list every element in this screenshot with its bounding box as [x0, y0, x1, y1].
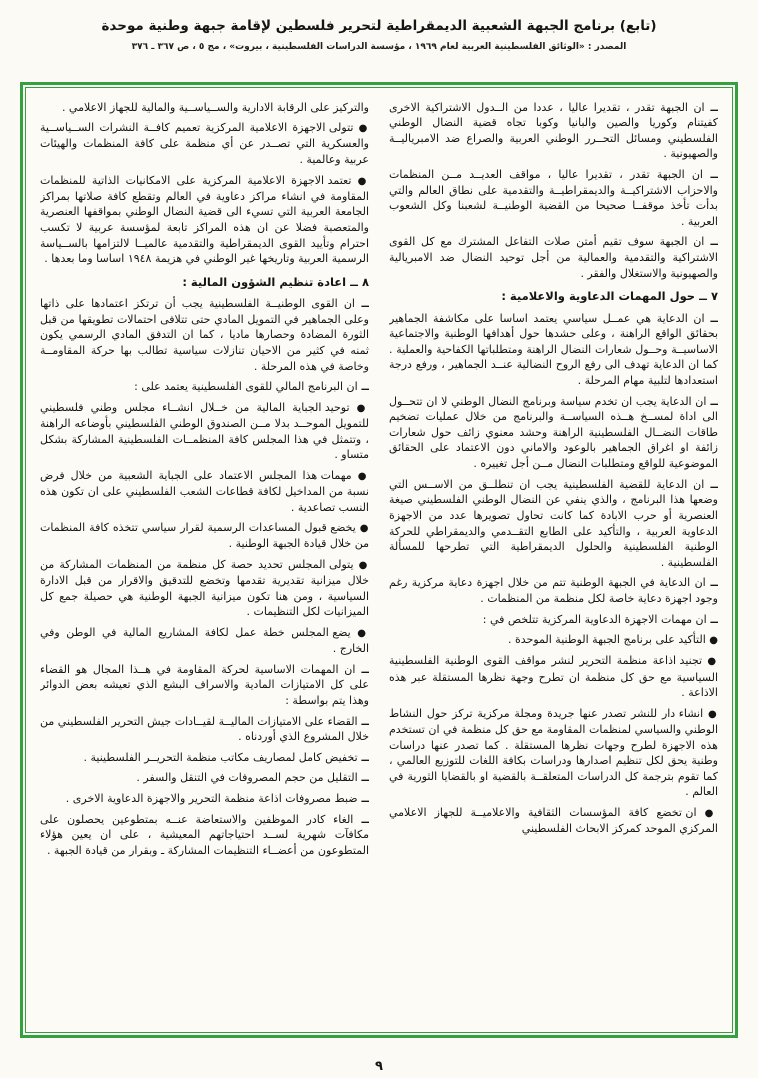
text-column-right [389, 100, 718, 1020]
bullet-icon: ● [353, 560, 369, 571]
bullet-icon: ● [351, 470, 369, 482]
dash-icon: ــ [357, 792, 369, 806]
dash-icon: ــ [705, 576, 718, 590]
paragraph: ــ ان الدعاية للقضية الفلسطينية يجب ان تنطلــق من الاســس التي وضعها هذا البرنامج ، والذي ينفي عن النضال الوطني الفلسطيني صيغة العنصرية أو حرب الابادة كما كانت تحاول تصويرها عدد من الاجهزة الدعاوية العربية ، والتأكيد على الطابع التقــدمي والديمقراطي للحركة الوطنية الفلسطينية والحلول الديمقراطية التي تطرحها للمسألة الفلسطينية . [389, 477, 718, 569]
green-frame-inner [25, 87, 733, 1033]
paragraph: ــ ان البرنامج المالي للقوى الفلسطينية يعتمد على : [134, 380, 369, 394]
dash-icon: ــ [704, 311, 718, 325]
document-title: (تابع) برنامج الجبهة الشعبية الديمقراطية لتحرير فلسطين لإقامة جبهة وطنية موحدة [101, 18, 657, 34]
bullet-icon: ● [705, 635, 718, 647]
text-column-left [40, 100, 369, 1020]
dash-icon: ــ [706, 394, 718, 408]
paragraph: ● مهمات هذا المجلس الاعتماد على الجباية الشعبية من خلال فرض نسبة من المداخيل لكافة قطاعات الشعب الفلسطيني على ان تكون هذه النسب تصاعدية . [40, 468, 369, 514]
paragraph: ــ ان الجبهة سوف تقيم أمتن صلات التفاعل المشترك مع كل القوى الاشتراكية والتقدمية والعمالية من أجل توحيد النضال ضد الامبريالية والصهيونية والاستغلال والفقر . [389, 235, 718, 280]
two-column-layout [40, 100, 718, 1020]
dash-icon: ــ [355, 662, 369, 676]
bullet-icon: ● [353, 123, 369, 135]
paragraph: ــ ضبط مصروفات اذاعة منظمة التحرير والاجهزة الدعاوية الاخرى . [65, 792, 369, 806]
dash-icon: ــ [704, 477, 718, 491]
paragraph: ــ ان الدعاية في الجبهة الوطنية تتم من خلال اجهزة دعاية مركزية رغم وجود اجهزة دعاية خاصة لكل منظمة من المنظمات . [389, 576, 718, 605]
source-line: المصدر : «الوثائق الفلسطينية العربية لعام ١٩٦٩ ، مؤسسة الدراسات الفلسطينية ، بيروت» ، مج ٥ ، ص ٣٦٧ ـ ٣٧٦ [131, 41, 627, 52]
paragraph: ● تتولى الاجهزة الاعلامية المركزية تعميم كافــة النشرات الســياســية والعسكرية التي تصــدر عن أي منظمة على كافة المنظمات والهيئات عربية وعالمية . [40, 121, 369, 166]
dash-icon: ــ [357, 750, 369, 764]
bullet-icon: ● [355, 523, 369, 535]
paragraph: ● ان تخضع كافة المؤسسات الثقافية والاعلاميــة للجهاز الاعلامي المركزي الموحد كمركز الابحاث الفلسطيني [389, 805, 718, 836]
dash-icon: ــ [354, 297, 369, 311]
paragraph: ــ تخفيض كامل لمصاريف مكاتب منظمة التحريــر الفلسطينية . [83, 750, 369, 764]
section-heading: ٧ ــ حول المهمات الدعاوية والاعلامية : [501, 289, 718, 304]
dash-icon: ــ [353, 812, 369, 826]
paragraph: ــ ان مهمات الاجهزة الدعاوية المركزية تتلخص في : [482, 612, 718, 626]
bullet-icon: ● [696, 807, 718, 819]
paragraph: ــ ان الجبهة تقدر ، تقديرا عاليا ، عددا من الــدول الاشتراكية الاخرى كفيتنام وكوريا والصين والبانيا وكوبا تجاه قضية النضال الوطني الفلسطيني ومسائل التحــرر الوطني العربية والصراع ضد الامبرياليــة والصهيونية . [389, 100, 718, 161]
paragraph: ● توحيد الجباية المالية من خــلال انشــاء مجلس وطني فلسطيني للتمويل الموحــد بدلا مــن الصندوق الوطني الفلسطيني بأوضاعه الراهنة ، وتتمثل في هذا المجلس كافة المنظمــات الفلسطينية المشاركة بشكل متساو . [40, 400, 369, 462]
bullet-icon: ● [349, 402, 369, 414]
dash-icon: ــ [357, 380, 369, 394]
bullet-icon: ● [703, 708, 718, 720]
paragraph: ● يضع المجلس خطة عمل لكافة المشاريع المالية في الوطن وفي الخارج . [40, 626, 369, 656]
paragraph: ● تجنيد اذاعة منظمة التحرير لنشر مواقف القوى الوطنية الفلسطينية السياسية مع حق كل منظمة ان تطرح وجهة نظرها المستقلة عبر هذه الاذاعة . [389, 654, 718, 700]
paragraph: والتركيز على الرقابة الادارية والســياســية والمالية للجهاز الاعلامي . [61, 100, 369, 114]
bullet-icon: ● [350, 628, 369, 640]
dash-icon: ــ [704, 235, 718, 249]
paragraph: ــ الغاء كادر الموظفين والاستعاضة عنــه بمتطوعين يحصلون على مكافآت شهرية لســد احتياجاتهم المعيشية ، على ان يعين هؤلاء المتطوعون من أعضــاء التنظيمات المشاركة ـ وبقرار من قيادة الجبهة . [40, 812, 369, 857]
paragraph: ● تعتمد الاجهزة الاعلامية المركزية على الامكانيات الذاتية للمنظمات المقاومة في انشاء مراكز دعاوية في العالم وتقطع كافة صلاتها بمراكز الجامعة العربية التي تسيء الى قضية النضال الوطني بمواقفها العنصرية والمتعصبة فضلا عن ان هذه المراكز تابعة لمؤسسة عربية لا تكسب احترام وتأييد القوى الديمقراطية والتقدمية عالميــا لالتزامها بالســياسة الرسمية العربية وتاريخها غير الوطني في هزيمة ١٩٤٨ اساسا وما بعدها . [40, 173, 369, 266]
paragraph: ــ ان الدعاية يجب ان تخدم سياسة وبرنامج النضال الوطني لا ان تتحــول الى اداة لمســخ هــذه السياســة والبرنامج من خلال عمليات تضخيم طاقات النضــال الفلسطينية الراهنة وحشد معنوي زائف حول شعارات زائفة او اغراق الجماهير بالوعود والاماني دون الاعتماد على الحقائق الموضوعية للواقع ومتطلبات النضال مــن أجل تغييره . [389, 394, 718, 471]
dash-icon: ــ [702, 167, 718, 181]
bullet-icon: ● [351, 175, 369, 187]
paragraph: ــ ان القوى الوطنيــة الفلسطينية يجب أن ترتكز اعتمادها على ذاتها وعلى الجماهير في التمويل المادي حتى تتلافى احتمالات تطويقها من قبل الثورة المضادة وحصارها ماديا ، كما ان التدفق المادي الرسمي يكون ثمنه في كثير من الاحيان تنازلات سياسية تطالب بها حركة المقاومــة وخاصة في هذه المرحلة . [40, 297, 369, 373]
paragraph: ● التأكيد على برنامج الجبهة الوطنية الموحدة . [508, 633, 718, 647]
paragraph: ــ ان المهمات الاساسية لحركة المقاومة في هــذا المجال هو القضاء على كل الامتيازات المادية والاسراف البشع الذي تعيشه بعض الدوائر وهذا يتم بواسطة : [40, 662, 369, 708]
page-number: ٩ [375, 1059, 383, 1074]
bullet-icon: ● [702, 656, 718, 668]
paragraph: ــ القضاء على الامتيازات الماليــة لقيــادات جيش التحرير الفلسطيني من خلال المشروع الذي أوردناه . [40, 714, 369, 744]
paragraph: ــ التقليل من حجم المصروفات في التنقل والسفر . [136, 771, 369, 785]
paragraph: ● يتولى المجلس تحديد حصة كل منظمة من المنظمات المشاركة من خلال ميزانية تقديرية تقدمها وتخضع للتدقيق والاقرار من قبل الادارة السياسية ، ومن هنا تكون ميزانية الجبهة الوطنية هي حصيلة جمع كل الميزانيات لكل التنظيمات . [40, 558, 369, 619]
dash-icon: ــ [357, 714, 369, 728]
green-frame-outer [20, 82, 738, 1038]
paragraph: ● انشاء دار للنشر تصدر عنها جريدة ومجلة مركزية تركز حول النشاط الوطني والسياسي لمنظمات المقاومة مع حق كل منظمة في ان تستخدم هذه الاجهزة لطرح وجهات نظرها المستقلة . كما تصدر عنها دراسات وطنية يحق لكل تنظيم اصدارها ودراسات بكافة اللغات للتوزيع العالمي ، كما تقوم بترجمة كل الدراسات المتعلقــة بالقضية او بالقضايا الثورية في العالم . [389, 706, 718, 799]
paragraph: ــ ان الجبهة تقدر ، تقديرا عاليا ، مواقف العديــد مــن المنظمات والاحزاب الاشتراكيــة والديمقراطيــة والتقدمية على نطاق العالم والتي بدأت تأخذ موقفــا صحيحا من القضية الوطنيــة لشعبنا وكل الشعوب العربية . [389, 167, 718, 228]
dash-icon: ــ [357, 771, 369, 785]
section-heading: ٨ ــ اعادة تنظيم الشؤون المالية : [182, 274, 369, 289]
dash-icon: ــ [706, 612, 718, 626]
dash-icon: ــ [704, 100, 718, 114]
paragraph: ــ ان الدعاية هي عمــل سياسي يعتمد اساسا على مكاشفة الجماهير بحقائق الواقع الراهنة ، وعلى حشدها حول أهدافها الوطنية والاجتماعية الاساسيــة وحــول شعارات النضال الراهنة ومتطلباتها الكفاحية والعملية . كما ان الدعاية تهدف الى رفع الروح النضالية عنــد الجماهير ، ورفع درجة استعدادها لتلبية مهام المرحلة . [389, 311, 718, 388]
paragraph: ● يخضع قبول المساعدات الرسمية لقرار سياسي تتخذه كافة المنظمات من خلال قيادة الجبهة الوطنية . [40, 521, 369, 551]
